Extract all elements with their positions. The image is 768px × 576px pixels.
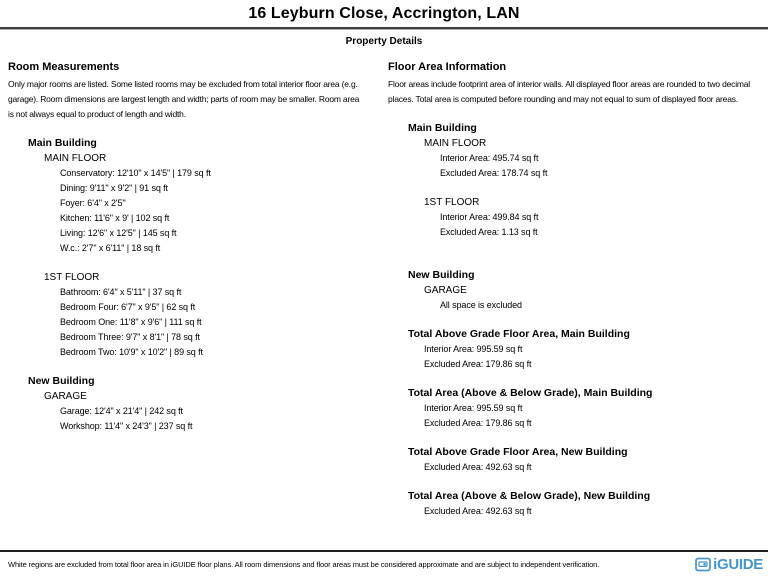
floor-name: GARAGE [44, 391, 87, 402]
total-block [388, 445, 768, 475]
total-heading: Total Above Grade Floor Area, Main Building [408, 328, 630, 340]
room-measurement-line: Bedroom Three: 9'7" x 8'1" | 78 sq ft [60, 332, 200, 342]
content-columns [0, 60, 768, 519]
building-block [388, 121, 768, 240]
disclaimer-text: White regions are excluded from total floor area in iGUIDE floor plans. All room dimensions and floor areas must be considered approximate and are subject to independent verification. [8, 559, 600, 569]
floor-name: GARAGE [424, 285, 467, 296]
room-measurement-line: Bedroom One: 11'8" x 9'6" | 111 sq ft [60, 317, 202, 327]
room-measurement-line: Bathroom: 6'4" x 5'11" | 37 sq ft [60, 287, 182, 297]
page-subtitle: Property Details [345, 36, 423, 47]
floor-block [8, 151, 388, 256]
total-heading: Total Area (Above & Below Grade), Main Building [408, 387, 653, 399]
room-measurement-line: Bedroom Four: 6'7" x 9'5" | 62 sq ft [60, 302, 196, 312]
floor-area-description: Floor areas include footprint area of interior walls. All displayed floor areas are rounded to two decimal places. Total area is computed before rounding and may not equal to sum of displayed floor areas. [388, 79, 750, 104]
floor-name: 1ST FLOOR [424, 197, 480, 208]
floor-area-line: All space is excluded [440, 300, 522, 310]
floor-block [388, 195, 768, 240]
room-measurement-line: Foyer: 6'4" x 2'5" [60, 198, 126, 208]
floor-name: 1ST FLOOR [44, 272, 100, 283]
room-measurements-section [0, 60, 388, 519]
floor-area-line: Excluded Area: 179.86 sq ft [424, 418, 532, 428]
floor-area-line: Interior Area: 495.74 sq ft [440, 153, 539, 163]
iguide-logo [695, 556, 763, 573]
floor-area-line: Interior Area: 995.59 sq ft [424, 344, 523, 354]
room-measurement-line: W.c.: 2'7" x 6'11" | 18 sq ft [60, 243, 161, 253]
total-block [388, 327, 768, 372]
total-block [388, 386, 768, 431]
room-measurements-heading: Room Measurements [8, 61, 120, 73]
page-title: 16 Leyburn Close, Accrington, LAN [248, 5, 520, 22]
floor-area-line: Excluded Area: 179.86 sq ft [424, 359, 532, 369]
total-heading: Total Above Grade Floor Area, New Building [408, 446, 628, 458]
total-block [388, 489, 768, 519]
room-measurement-line: Living: 12'6" x 12'5" | 145 sq ft [60, 228, 177, 238]
room-measurement-line: Kitchen: 11'6" x 9' | 102 sq ft [60, 213, 170, 223]
room-measurement-line: Conservatory: 12'10" x 14'5" | 179 sq ft [60, 168, 211, 178]
floor-block [8, 389, 388, 434]
floor-area-line: Excluded Area: 1.13 sq ft [440, 227, 538, 237]
iguide-logo-icon [695, 557, 711, 572]
floor-name: MAIN FLOOR [424, 138, 487, 149]
room-measurements-description: Only major rooms are listed. Some listed rooms may be excluded from total interior floor area (e.g. garage). Room dimensions are largest length and width; parts of room may be smaller. Room area is not always equal to product of length and width. [8, 79, 360, 119]
building-block [388, 268, 768, 313]
floor-area-line: Excluded Area: 178.74 sq ft [440, 168, 548, 178]
floor-area-line: Interior Area: 499.84 sq ft [440, 212, 539, 222]
floor-area-section [388, 60, 768, 519]
floor-area-line: Excluded Area: 492.63 sq ft [424, 462, 532, 472]
floor-name: MAIN FLOOR [44, 153, 107, 164]
floor-block [8, 270, 388, 360]
page-footer [0, 550, 768, 576]
title-divider [0, 27, 768, 30]
floor-area-heading: Floor Area Information [388, 61, 507, 73]
room-measurement-line: Bedroom Two: 10'9" x 10'2" | 89 sq ft [60, 347, 203, 357]
floor-block [388, 283, 768, 313]
total-heading: Total Area (Above & Below Grade), New Building [408, 490, 651, 502]
floor-area-line: Interior Area: 995.59 sq ft [424, 403, 523, 413]
building-name: New Building [408, 269, 475, 281]
building-name: Main Building [28, 137, 97, 149]
building-block [8, 374, 388, 434]
room-measurements-list [8, 136, 388, 434]
floor-block [388, 136, 768, 181]
room-measurement-line: Dining: 9'11" x 9'2" | 91 sq ft [60, 183, 168, 193]
building-name: New Building [28, 375, 95, 387]
floor-area-list [388, 121, 768, 313]
room-measurement-line: Garage: 12'4" x 21'4" | 242 sq ft [60, 406, 183, 416]
iguide-logo-text: iGUIDE [713, 555, 763, 573]
floor-area-totals [388, 327, 768, 519]
building-block [8, 136, 388, 360]
building-name: Main Building [408, 122, 477, 134]
room-measurement-line: Workshop: 11'4" x 24'3" | 237 sq ft [60, 421, 193, 431]
floor-area-line: Excluded Area: 492.63 sq ft [424, 506, 532, 516]
